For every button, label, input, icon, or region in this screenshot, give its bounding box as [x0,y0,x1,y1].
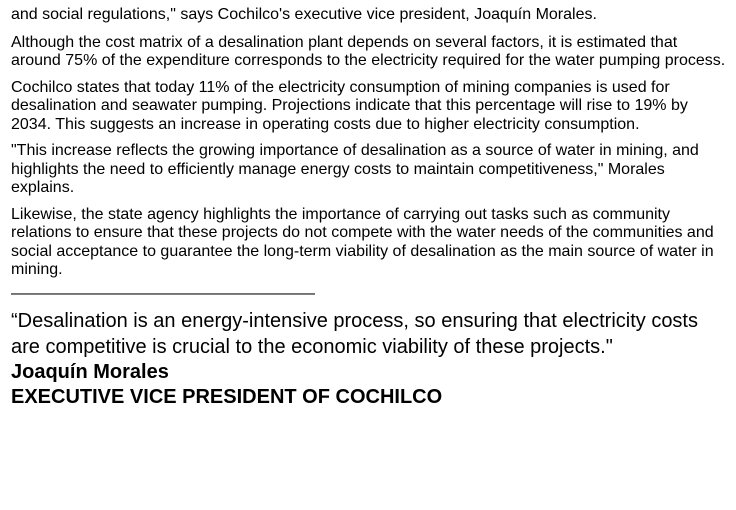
paragraph-regulations-quote: and social regulations," says Cochilco's executive vice president, Joaquín Morales. [11,6,597,23]
paragraph-morales-explains: "This increase reflects the growing importance of desalination as a source of water in mining, and highlights the need to efficiently manage energy costs to maintain competitiveness," Morales explains. [11,142,699,196]
pull-quote-author-title: EXECUTIVE VICE PRESIDENT OF COCHILCO [11,385,443,408]
paragraph-electricity-consumption: Cochilco states that today 11% of the electricity consumption of mining companies is used for desalination and seawater pumping. Projections indicate that this percentage will rise to 19% by 2034. This suggests an increase in operating costs due to higher electricity consumption. [11,78,688,133]
pull-quote-author: Joaquín Morales [11,360,169,383]
section-divider: ——————————————————— [11,284,315,302]
paragraph-cost-matrix: Although the cost matrix of a desalination plant depends on several factors, it is estimated that around 75% of the expenditure corresponds to the electricity required for the water pumping process. [11,33,726,69]
article-body [11,6,727,410]
paragraph-community-relations: Likewise, the state agency highlights the importance of carrying out tasks such as community relations to ensure that these projects do not compete with the water needs of the communities and social acceptance to guarantee the long-term viability of desalination as the main source of water in mining. [11,205,714,278]
pull-quote-text: “Desalination is an energy-intensive process, so ensuring that electricity costs are competitive is crucial to the economic viability of these projects." [11,309,698,358]
